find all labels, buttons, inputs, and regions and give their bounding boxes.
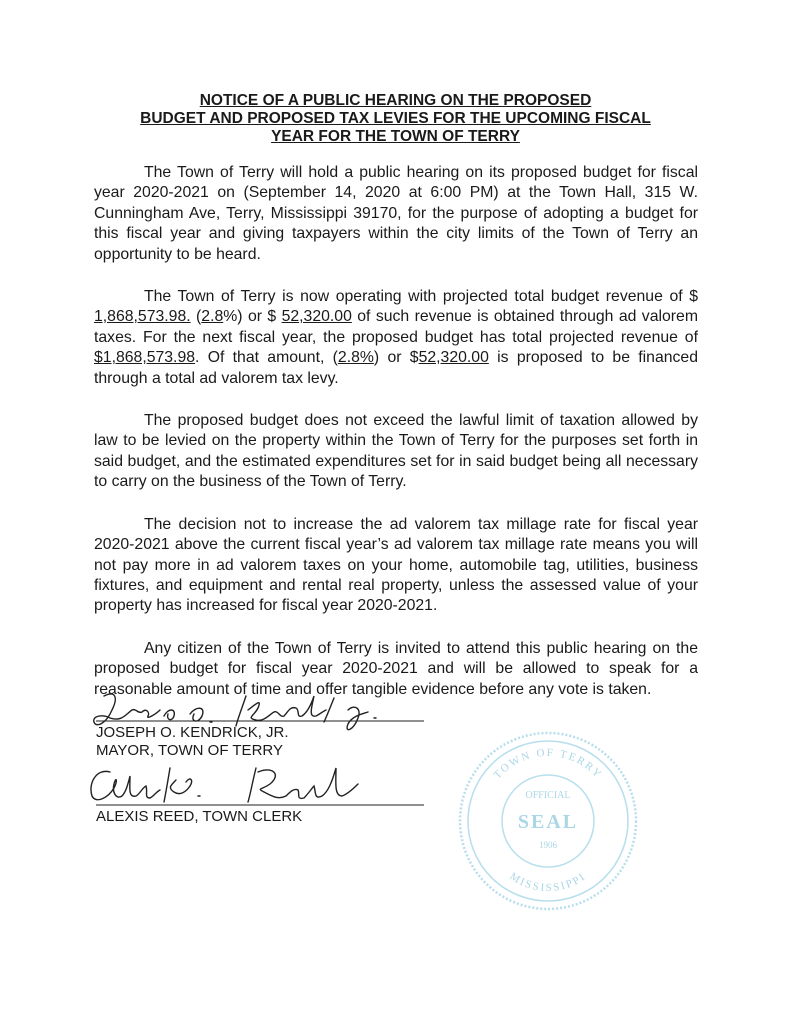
paragraph-invitation: Any citizen of the Town of Terry is invited to attend this public hearing on the proposed budget for fiscal year 2020-2021 and will be allowed to speak for a reasonable amount of time and offer tangible evidence before any vote is taken. — [94, 639, 698, 698]
title-line-3: YEAR FOR THE TOWN OF TERRY — [271, 128, 520, 145]
revenue-text-1: The Town of Terry is now operating with projected total budget revenue of $ — [144, 288, 698, 306]
clerk-signature — [91, 768, 358, 802]
current-tax-amount: 52,320.00 — [281, 308, 352, 326]
title-line-2: BUDGET AND PROPOSED TAX LEVIES FOR THE UPCOMING FISCAL — [140, 110, 651, 127]
current-tax-percent: 2.8 — [201, 308, 224, 326]
projected-tax-percent: 2.8% — [337, 349, 374, 367]
revenue-text-4: of such revenue is obtained through ad valorem taxes. For the next fiscal year, the proposed budget has total projected revenue of — [94, 308, 698, 346]
revenue-text-3: %) or $ — [223, 308, 282, 326]
notice-title — [90, 92, 701, 146]
paragraph-hearing: The Town of Terry will hold a public hearing on its proposed budget for fiscal year 2020-2021 on (September 14, 2020 at 6:00 PM) at the Town Hall, 315 W. Cunningham Ave, Terry, Mississippi 39170, for the purpose of adopting a budget for this fiscal year and giving taxpayers within the city limits of the Town of Terry an opportunity to be heard. — [94, 164, 698, 263]
notice-body — [94, 163, 698, 722]
revenue-text-7: is proposed to be financed through a total ad valorem tax levy. — [94, 349, 698, 387]
current-revenue-amount: 1,868,573.98. — [94, 308, 191, 326]
seal-top-text: TOWN OF TERRY — [491, 746, 605, 782]
official-town-seal — [455, 728, 641, 914]
paragraph-millage: The decision not to increase the ad valorem tax millage rate for fiscal year 2020-2021 above the current fiscal year’s ad valorem tax millage rate means you will not pay more in ad valorem taxes on your home, automobile tag, utilities, business fixtures, and equipment and rental real property, unless the assessed value of your property has increased for fiscal year 2020-2021. — [94, 515, 698, 615]
paragraph-limit: The proposed budget does not exceed the lawful limit of taxation allowed by law to be levied on the property within the Town of Terry for the purposes set forth in said budget, and the estimated expenditures set for in said budget being all necessary to carry on the business of the Town of Terry. — [94, 412, 698, 491]
projected-tax-amount: 52,320.00 — [418, 349, 489, 367]
seal-bottom-text: MISSISSIPPI — [507, 870, 589, 895]
signature-block — [86, 688, 426, 838]
revenue-text-6: ) or $ — [373, 349, 419, 367]
clerk-name: ALEXIS REED, TOWN CLERK — [96, 808, 303, 825]
paragraph-revenue — [94, 287, 698, 389]
seal-official-text: OFFICIAL — [525, 790, 571, 801]
projected-revenue-amount: $1,868,573.98 — [94, 349, 196, 367]
seal-center-text: SEAL — [517, 811, 579, 833]
title-line-1: NOTICE OF A PUBLIC HEARING ON THE PROPOSED — [199, 92, 592, 109]
seal-year-text: 1906 — [539, 840, 557, 850]
mayor-name: JOSEPH O. KENDRICK, JR. — [96, 724, 289, 741]
revenue-text-2: ( — [190, 308, 202, 326]
revenue-text-5: . Of that amount, ( — [195, 349, 338, 367]
mayor-title: MAYOR, TOWN OF TERRY — [96, 742, 283, 759]
